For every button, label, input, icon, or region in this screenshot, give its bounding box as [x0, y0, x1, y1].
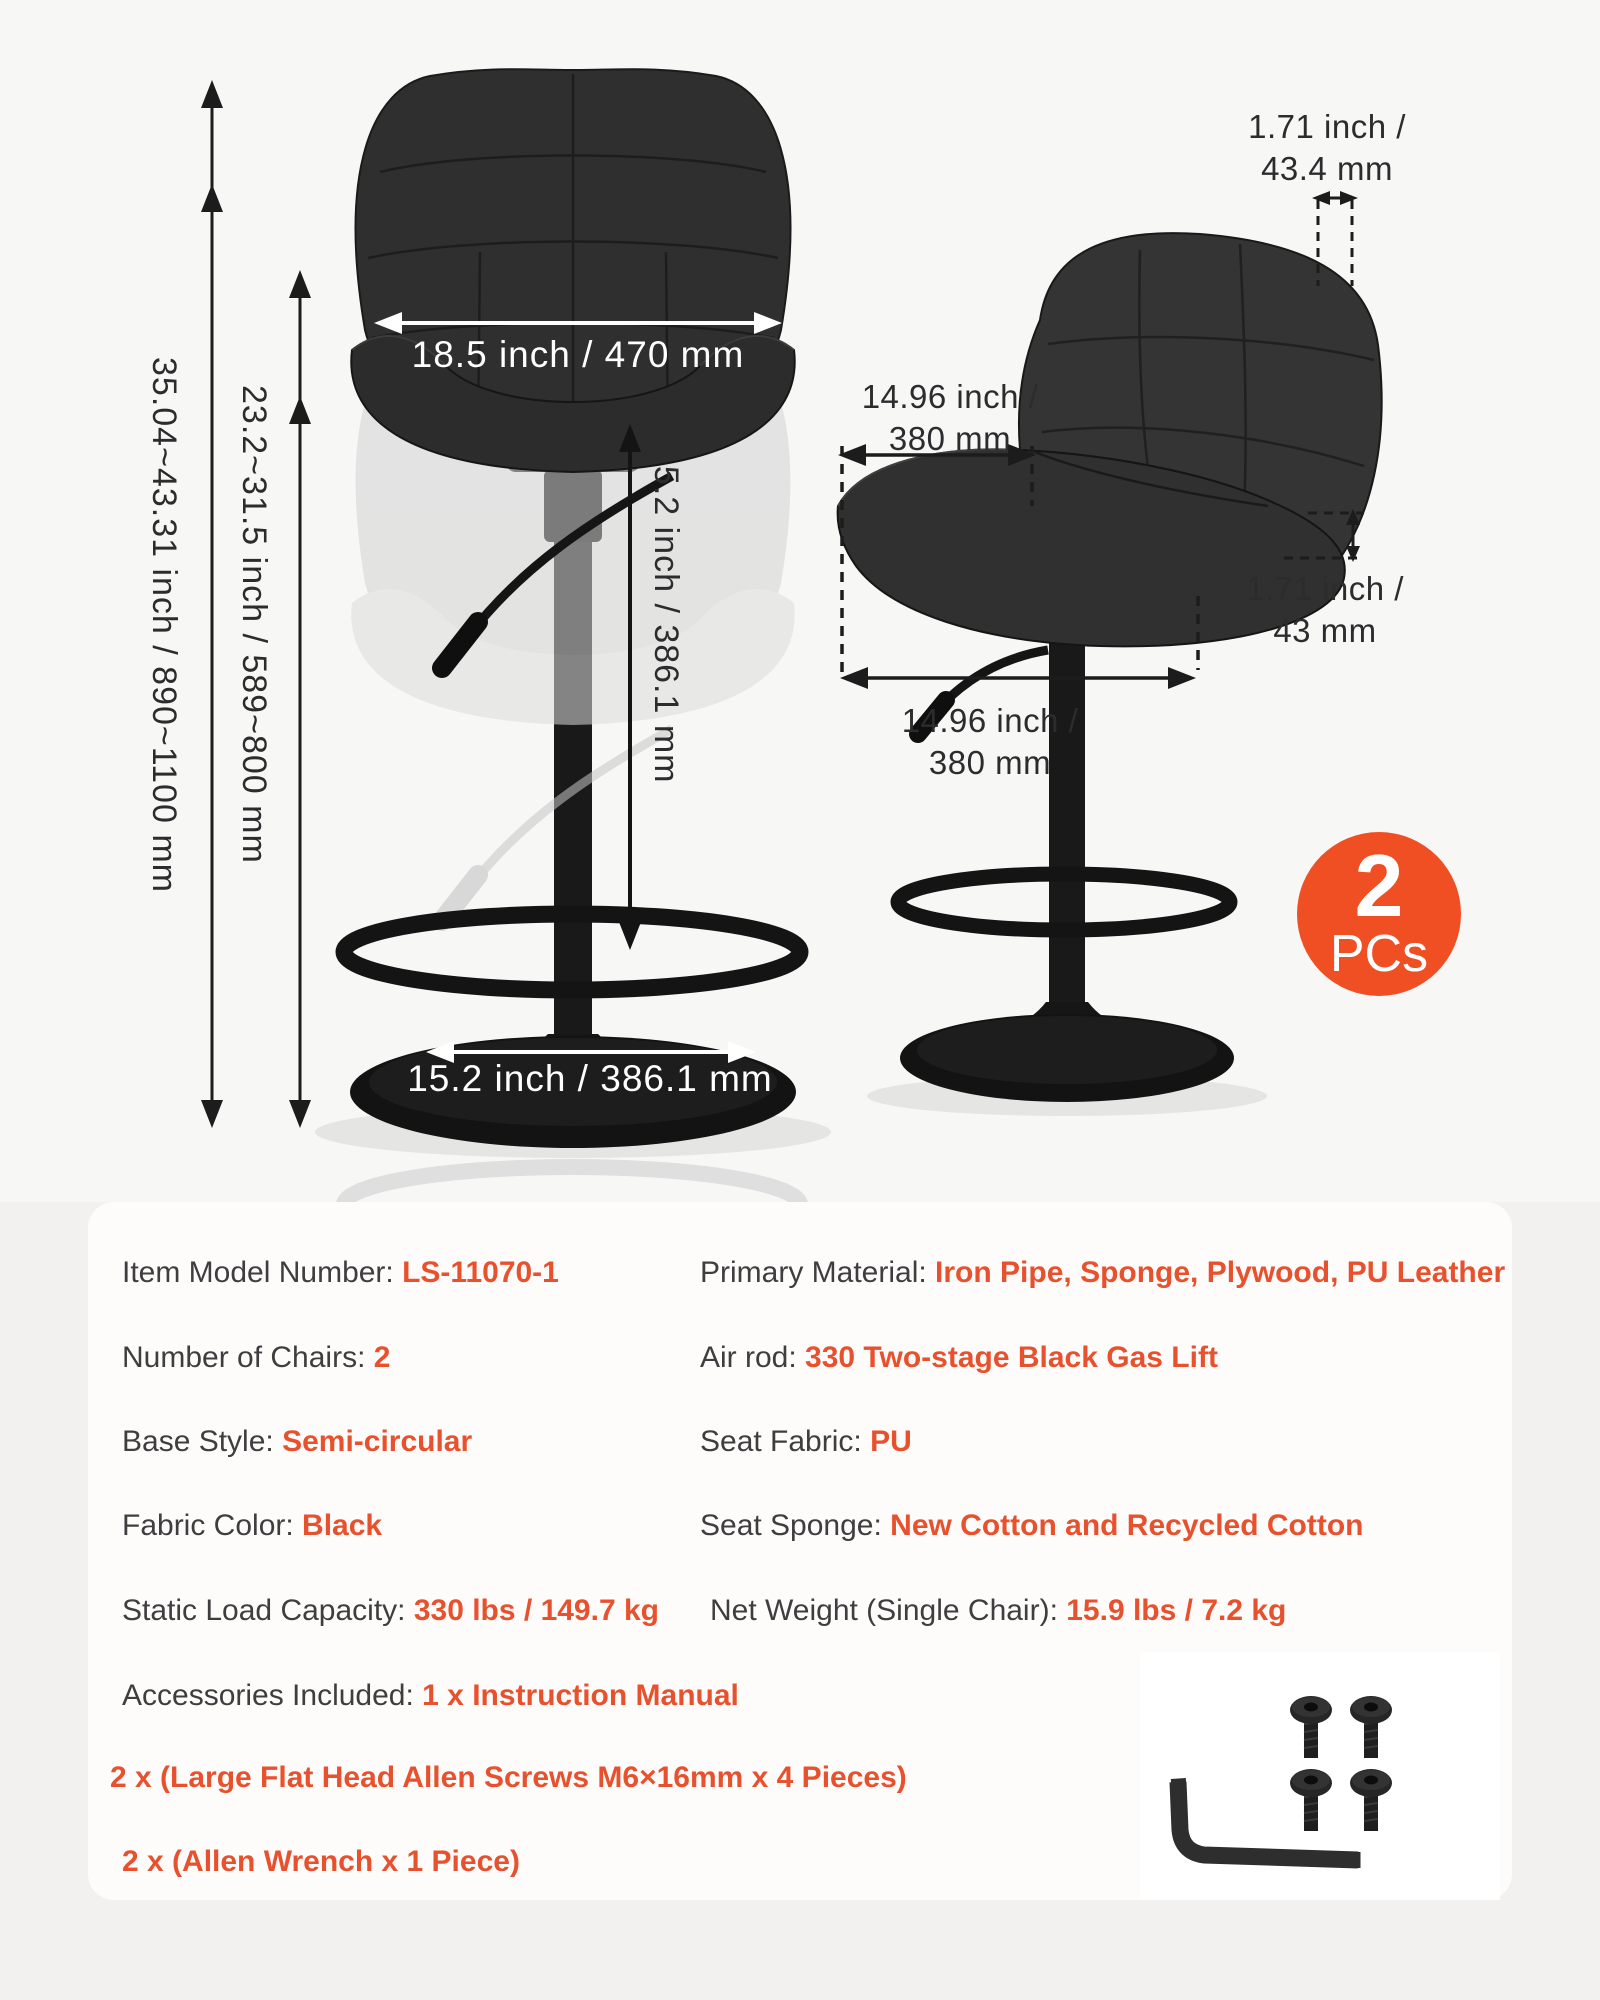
seat-height-arrow — [289, 270, 311, 1128]
spec-seat-sponge: Seat Sponge: New Cotton and Recycled Cotton — [700, 1509, 1364, 1542]
spec-primary-material: Primary Material: Iron Pipe, Sponge, Plywood, PU Leather — [700, 1256, 1506, 1289]
spec-panel — [88, 1202, 1512, 1900]
spec-extra-screws: 2 x (Large Flat Head Allen Screws M6×16mm x 4 Pieces) — [110, 1761, 907, 1794]
seat-width-label: 18.5 inch / 470 mm — [411, 334, 745, 375]
seat-height-range-label: 23.2~31.5 inch / 589~800 mm — [235, 385, 273, 864]
spec-base-style: Base Style: Semi-circular — [122, 1425, 473, 1458]
quantity-badge-unit: PCs — [1329, 925, 1429, 983]
allen-screws — [1290, 1696, 1392, 1831]
overall-height-arrow — [201, 80, 223, 1128]
spec-air-rod: Air rod: 330 Two-stage Black Gas Lift — [700, 1341, 1218, 1374]
spec-fabric-color: Fabric Color: Black — [122, 1509, 383, 1542]
quantity-badge-count: 2 — [1354, 836, 1404, 935]
screws-and-wrench-illustration — [1140, 1652, 1500, 1900]
spec-item-model-number: Item Model Number: LS-11070-1 — [122, 1256, 559, 1289]
spec-number-of-chairs: Number of Chairs: 2 — [122, 1341, 391, 1374]
right-stool-side-view — [838, 233, 1382, 1116]
seat-thickness-label: 1.71 inch / 43 mm — [1246, 570, 1404, 649]
back-top-thickness-label: 1.71 inch / 43.4 mm — [1248, 108, 1406, 187]
spec-accessories-included: Accessories Included: 1 x Instruction Manual — [122, 1679, 739, 1712]
spec-net-weight: Net Weight (Single Chair): 15.9 lbs / 7.2 kg — [710, 1594, 1287, 1627]
quantity-badge — [1297, 832, 1461, 996]
seat-depth-upper-label: 14.96 inch / 380 mm — [861, 378, 1039, 457]
seat-depth-lower-label: 14.96 inch / 380 mm — [901, 702, 1079, 781]
back-top-thickness-marker — [1312, 191, 1358, 286]
spec-static-load-capacity: Static Load Capacity: 330 lbs / 149.7 kg — [122, 1594, 659, 1627]
accessories-photo — [1140, 1652, 1500, 1900]
pole-height-label: 15.2 inch / 386.1 mm — [647, 446, 685, 784]
base-diameter-label: 15.2 inch / 386.1 mm — [407, 1058, 773, 1099]
spec-seat-fabric: Seat Fabric: PU — [700, 1425, 912, 1458]
overall-height-label: 35.04~43.31 inch / 890~1100 mm — [145, 357, 183, 893]
left-stool-front-view — [315, 69, 831, 1202]
allen-wrench — [1171, 1781, 1358, 1868]
spec-extra-wrench: 2 x (Allen Wrench x 1 Piece) — [122, 1845, 520, 1878]
